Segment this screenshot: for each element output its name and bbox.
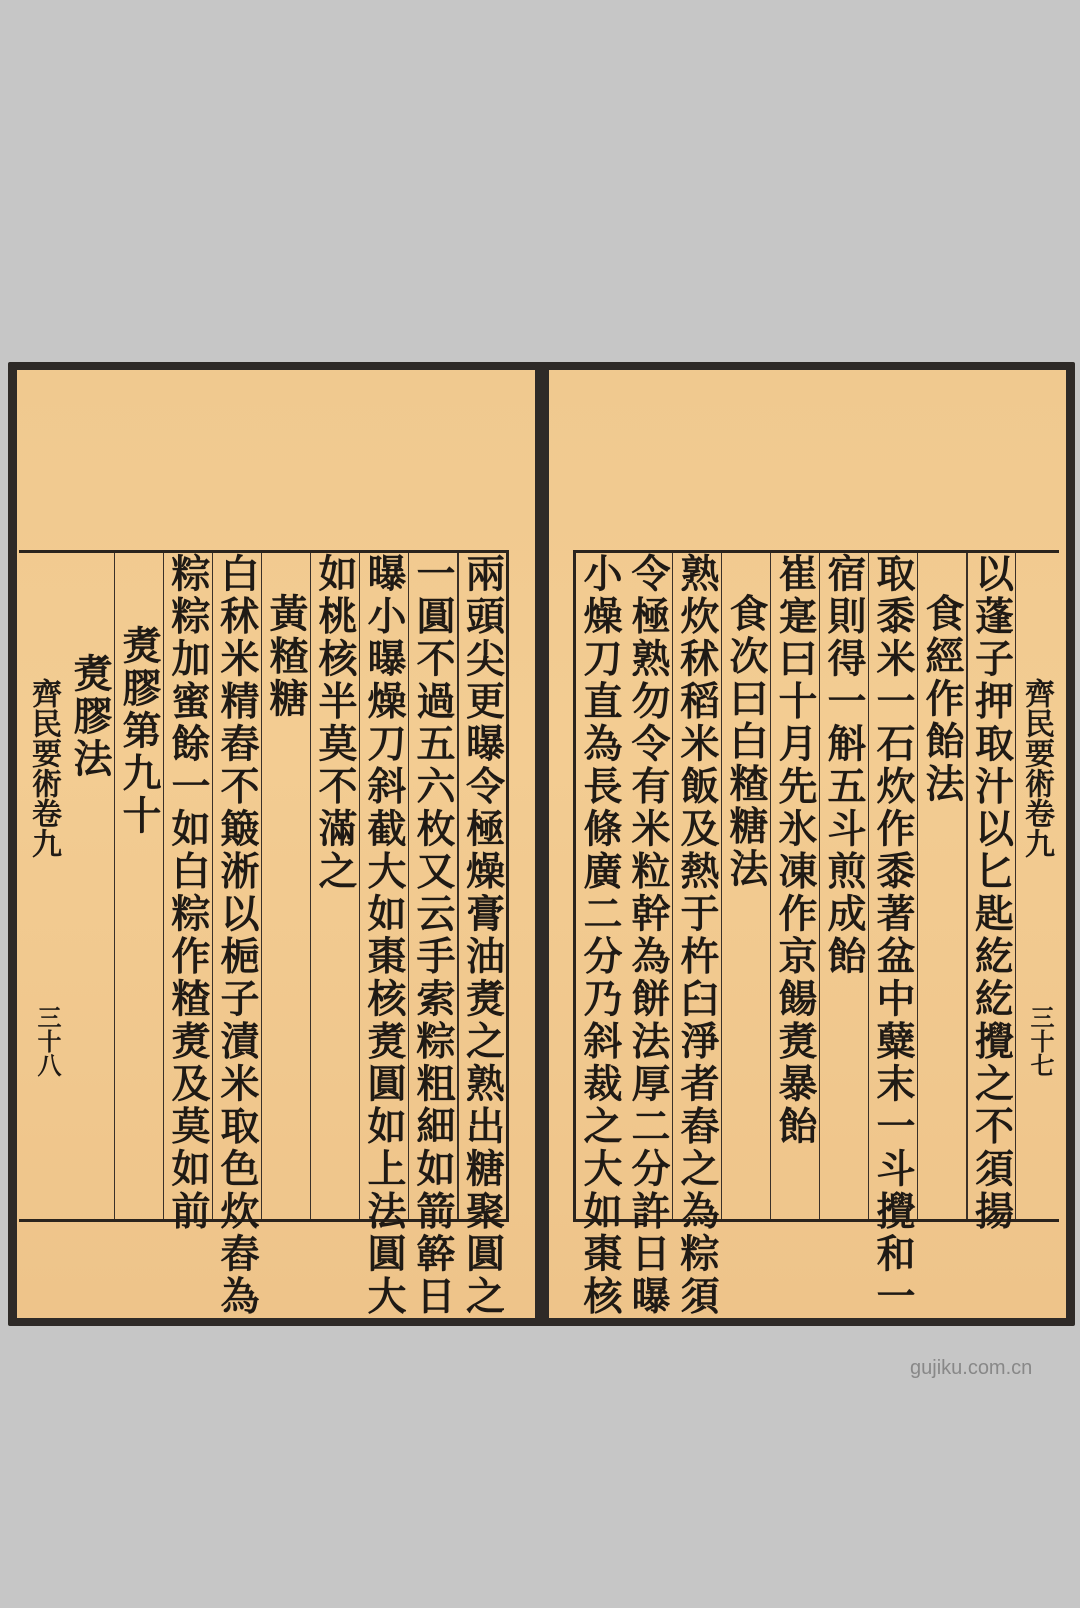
right-page xyxy=(549,370,1066,1318)
left-page xyxy=(17,370,535,1318)
text-column xyxy=(409,553,458,1318)
column-text: 如桃核半莫不滿之 xyxy=(312,553,358,893)
section-heading: 煑膠法 xyxy=(67,653,113,781)
page-number: 三十八 xyxy=(33,1005,62,1077)
text-column xyxy=(213,553,262,1318)
column-text: 一圓不過五六枚又云手索粽粗細如箭簳日 xyxy=(410,553,456,1318)
margin-title: 齊民要術卷九 xyxy=(26,678,61,858)
left-page-frame xyxy=(19,550,509,1318)
text-column xyxy=(115,553,164,1219)
text-column xyxy=(673,553,722,1318)
column-text: 粽粽加蜜餘一如白粽作𥻗煑及莫如前 xyxy=(165,553,211,1233)
text-column xyxy=(66,553,115,1219)
page-number: 三十七 xyxy=(1026,1005,1055,1077)
right-page-frame xyxy=(573,550,1059,1318)
text-column xyxy=(869,553,918,1318)
section-heading: 黃𥻗糖 xyxy=(263,593,309,721)
column-text: 令極熟勿令有米粒幹為餅法厚二分許日曝 xyxy=(625,553,671,1318)
left-page-margin-title xyxy=(25,553,65,1219)
text-column xyxy=(164,553,213,1233)
text-column xyxy=(262,553,311,1219)
text-column xyxy=(722,553,771,1219)
column-text: 兩頭尖更曝令極燥膏油煑之熟出糖聚圓之 xyxy=(459,553,506,1318)
column-text: 以蓬子押取汁以匕匙紇紇攪之不須揚 xyxy=(968,553,1015,1233)
right-page-margin-title xyxy=(1016,553,1058,1219)
text-column xyxy=(771,553,820,1219)
column-text: 取黍米一石炊作黍著盆中糵末一斗攪和一 xyxy=(870,553,916,1318)
text-column xyxy=(576,553,624,1318)
chapter-heading: 煑膠第九十 xyxy=(116,625,162,838)
text-column xyxy=(624,553,673,1318)
watermark: gujiku.com.cn xyxy=(910,1357,1033,1379)
text-column xyxy=(918,553,967,1219)
column-text: 曝小曝燥刀斜截大如棗核煑圓如上法圓大 xyxy=(361,553,407,1318)
column-text: 小燥刀直為長條廣二分乃斜裁之大如棗核 xyxy=(577,553,623,1318)
column-text: 宿則得一斛五斗煎成飴 xyxy=(821,553,867,978)
text-column xyxy=(967,553,1016,1233)
section-heading: 食次曰白𥻗糖法 xyxy=(723,593,769,891)
text-column xyxy=(458,553,506,1318)
column-text: 白秫米精舂不簸淅以梔子漬米取色炊舂為 xyxy=(214,553,260,1318)
section-heading: 食經作飴法 xyxy=(919,593,965,806)
column-text: 熟炊秫稻米飯及熱于杵臼淨者舂之為粽須 xyxy=(674,553,720,1318)
text-column xyxy=(820,553,869,1219)
text-column xyxy=(311,553,360,1219)
margin-title: 齊民要術卷九 xyxy=(1019,678,1054,858)
column-text: 崔寔曰十月先氷凍作京餳煑暴飴 xyxy=(772,553,818,1148)
book-spread xyxy=(8,362,1075,1326)
text-column xyxy=(360,553,409,1318)
